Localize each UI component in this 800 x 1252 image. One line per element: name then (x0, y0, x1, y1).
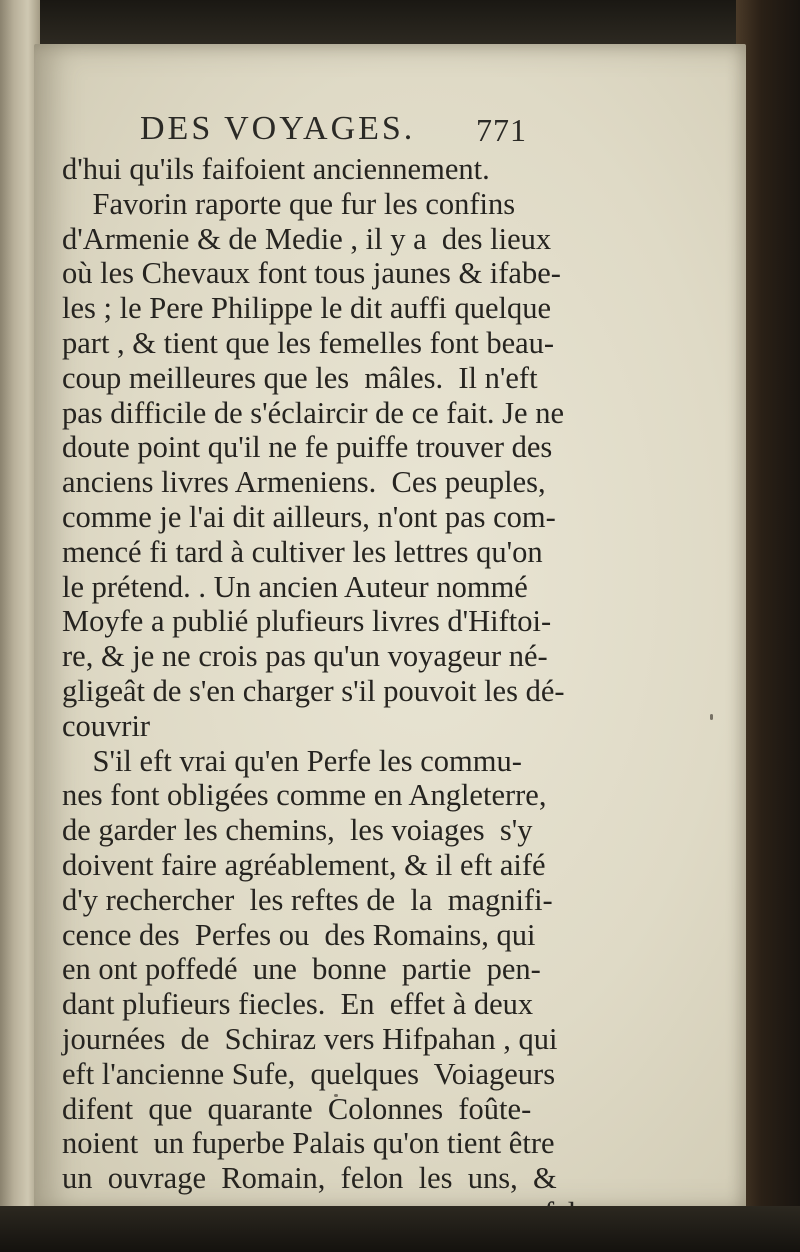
text-line: journées de Schiraz vers Hifpahan , qui (62, 1021, 558, 1056)
text-line: en ont poffedé une bonne partie pen- (62, 952, 541, 987)
text-line: comme je l'ai dit ailleurs, n'ont pas com- (62, 499, 556, 534)
text-line: le prétend. . Un ancien Auteur nommé (62, 569, 528, 604)
text-line: un ouvrage Romain, felon les uns, & (62, 1161, 557, 1196)
text-line: pas difficile de s'éclaircir de ce fait. Je ne (62, 395, 564, 430)
text-line: part , & tient que les femelles font beau- (62, 325, 555, 360)
top-shadow (0, 0, 800, 48)
text-line: d'y rechercher les reftes de la magnifi- (62, 882, 553, 917)
text-line: dant plufieurs fiecles. En effet à deux (62, 987, 534, 1022)
text-line: où les Chevaux font tous jaunes & ifabe- (62, 256, 561, 291)
page-number: 771 (476, 112, 527, 148)
text-line: gligeât de s'en charger s'il pouvoit les dé- (62, 673, 565, 708)
text-line: re, & je ne crois pas qu'un voyageur né- (62, 639, 548, 674)
text-line: les ; le Pere Philippe le dit auffi quelque (62, 291, 552, 326)
page-header (140, 110, 580, 154)
bottom-shadow (0, 1206, 800, 1252)
text-line: eft l'ancienne Sufe, quelques Voiageurs (62, 1056, 556, 1091)
text-line: doute point qu'il ne fe puiffe trouver des (62, 430, 553, 465)
text-line: Moyfe a publié plufieurs livres d'Hiftoi- (62, 604, 552, 639)
text-line: couvrir (62, 708, 151, 743)
text-line: mencé fi tard à cultiver les lettres qu'on (62, 534, 543, 569)
text-line: doivent faire agréablement, & il eft aifé (62, 847, 546, 882)
text-line: Favorin raporte que fur les confins (62, 186, 516, 221)
text-line: S'il eft vrai qu'en Perfe les commu- (62, 743, 522, 778)
text-line: nes font obligées comme en Angleterre, (62, 778, 547, 813)
text-line: cence des Perfes ou des Romains, qui (62, 917, 536, 952)
text-line: noient un fuperbe Palais qu'on tient être (62, 1126, 555, 1161)
text-line: de garder les chemins, les voiages s'y (62, 813, 533, 848)
body-text (62, 152, 565, 1196)
text-line: coup meilleures que les mâles. Il n'eft (62, 360, 538, 395)
text-line: d'Armenie & de Medie , il y a des lieux (62, 221, 552, 256)
ink-spot (710, 714, 713, 720)
text-line: d'hui qu'ils faifoient anciennement. (62, 152, 490, 186)
text-line: anciens livres Armeniens. Ces peuples, (62, 465, 546, 500)
running-head: DES VOYAGES. (140, 110, 416, 147)
text-line: difent que quarante Colonnes foûte- (62, 1091, 532, 1126)
